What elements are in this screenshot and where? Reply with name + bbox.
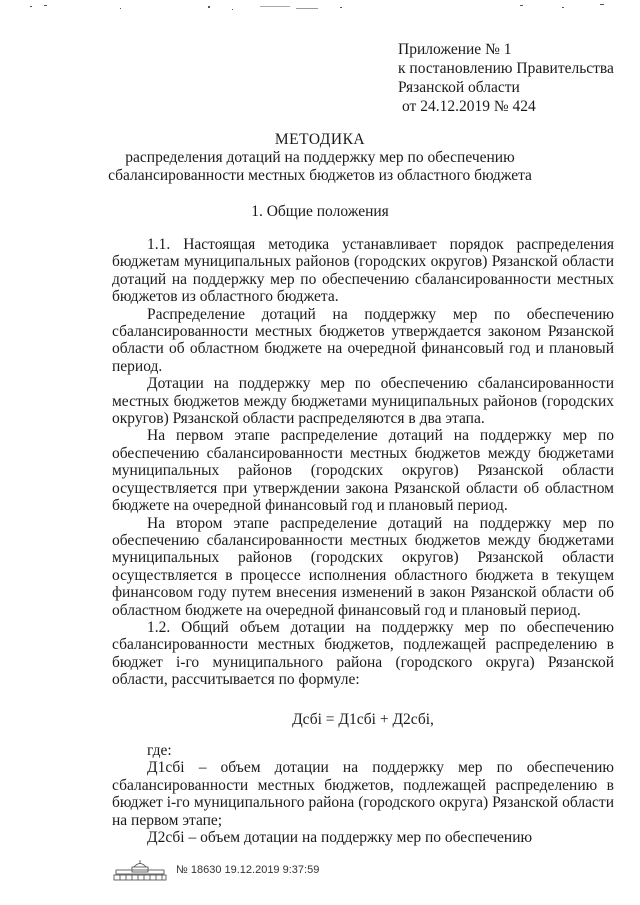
document-subtitle-line1: распределения дотаций на поддержку мер по обеспечению — [125, 149, 515, 166]
paragraph-two-stages: Дотации на поддержку мер по обеспечению сбалансированности местных бюджетов между бюджетами муниципальных районов (городских округов) Рязанской области распределяются в два этапа. — [112, 375, 614, 428]
scan-noise — [0, 0, 640, 20]
appendix-number: Приложение № 1 — [398, 41, 512, 58]
paragraph-distribution-law: Распределение дотаций на поддержку мер по обеспечению сбалансированности местных бюджетов утверждается законом Рязанской области об областном бюджете на очередной финансовый год и плановый период. — [112, 305, 614, 375]
document-body — [112, 236, 614, 846]
paragraph-1-2: 1.2. Общий объем дотации на поддержку мер по обеспечению сбалансированности местных бюджетов, подлежащей распределению в бюджет i-го муниципального района (городского округа) Рязанской области, рассчитывается по формуле: — [112, 618, 614, 689]
appendix-block — [398, 40, 614, 116]
registration-stamp — [112, 858, 319, 882]
stamp-text: № 18630 19.12.2019 9:37:59 — [176, 864, 320, 876]
formula: Дсбi = Д1сбi + Д2сбi, — [292, 710, 434, 728]
appendix-region: Рязанской области — [398, 79, 520, 96]
paragraph-1-1: 1.1. Настоящая методика устанавливает порядок распределения бюджетам муниципальных районов (городских округов) Рязанской области дотаций на поддержку мер по обеспечению сбалансированности местных бюджетов из областного бюджета. — [112, 236, 614, 306]
section-heading: 1. Общие положения — [251, 203, 389, 220]
appendix-resolution: к постановлению Правительства — [398, 60, 614, 77]
paragraph-first-stage: На первом этапе распределение дотаций на поддержку мер по обеспечению сбалансированности местных бюджетов между бюджетами муниципальных районов (городских округов) Рязанской области осуществляется при утверждении закона Рязанской области об областном бюджете на очередной финансовый год и плановый период. — [112, 427, 614, 515]
document-subtitle-line2: сбалансированности местных бюджетов из областного бюджета — [108, 167, 532, 184]
document-title: МЕТОДИКА — [274, 131, 366, 148]
paragraph-second-stage: На втором этапе распределение дотаций на поддержку мер по обеспечению сбалансированности местных бюджетов между бюджетами муниципальных районов (городских округов) Рязанской области осуществляется в процессе исполнения областного бюджета в текущем финансовом году путем внесения изменений в закон Рязанской области об областном бюджете на очередной финансовый год и плановый период. — [112, 514, 614, 619]
where-label: где: — [147, 741, 172, 759]
appendix-date: от 24.12.2019 № 424 — [402, 98, 536, 115]
building-emblem-icon — [112, 858, 168, 882]
definition-d2: Д2сбi – объем дотации на поддержку мер по обеспечению — [147, 829, 533, 846]
definition-d1: Д1сбi – объем дотации на поддержку мер по обеспечению сбалансированности местных бюджетов, подлежащей распределению в бюджет i-го муниципального района (городского округа) Рязанской области на первом этапе; — [112, 759, 614, 829]
